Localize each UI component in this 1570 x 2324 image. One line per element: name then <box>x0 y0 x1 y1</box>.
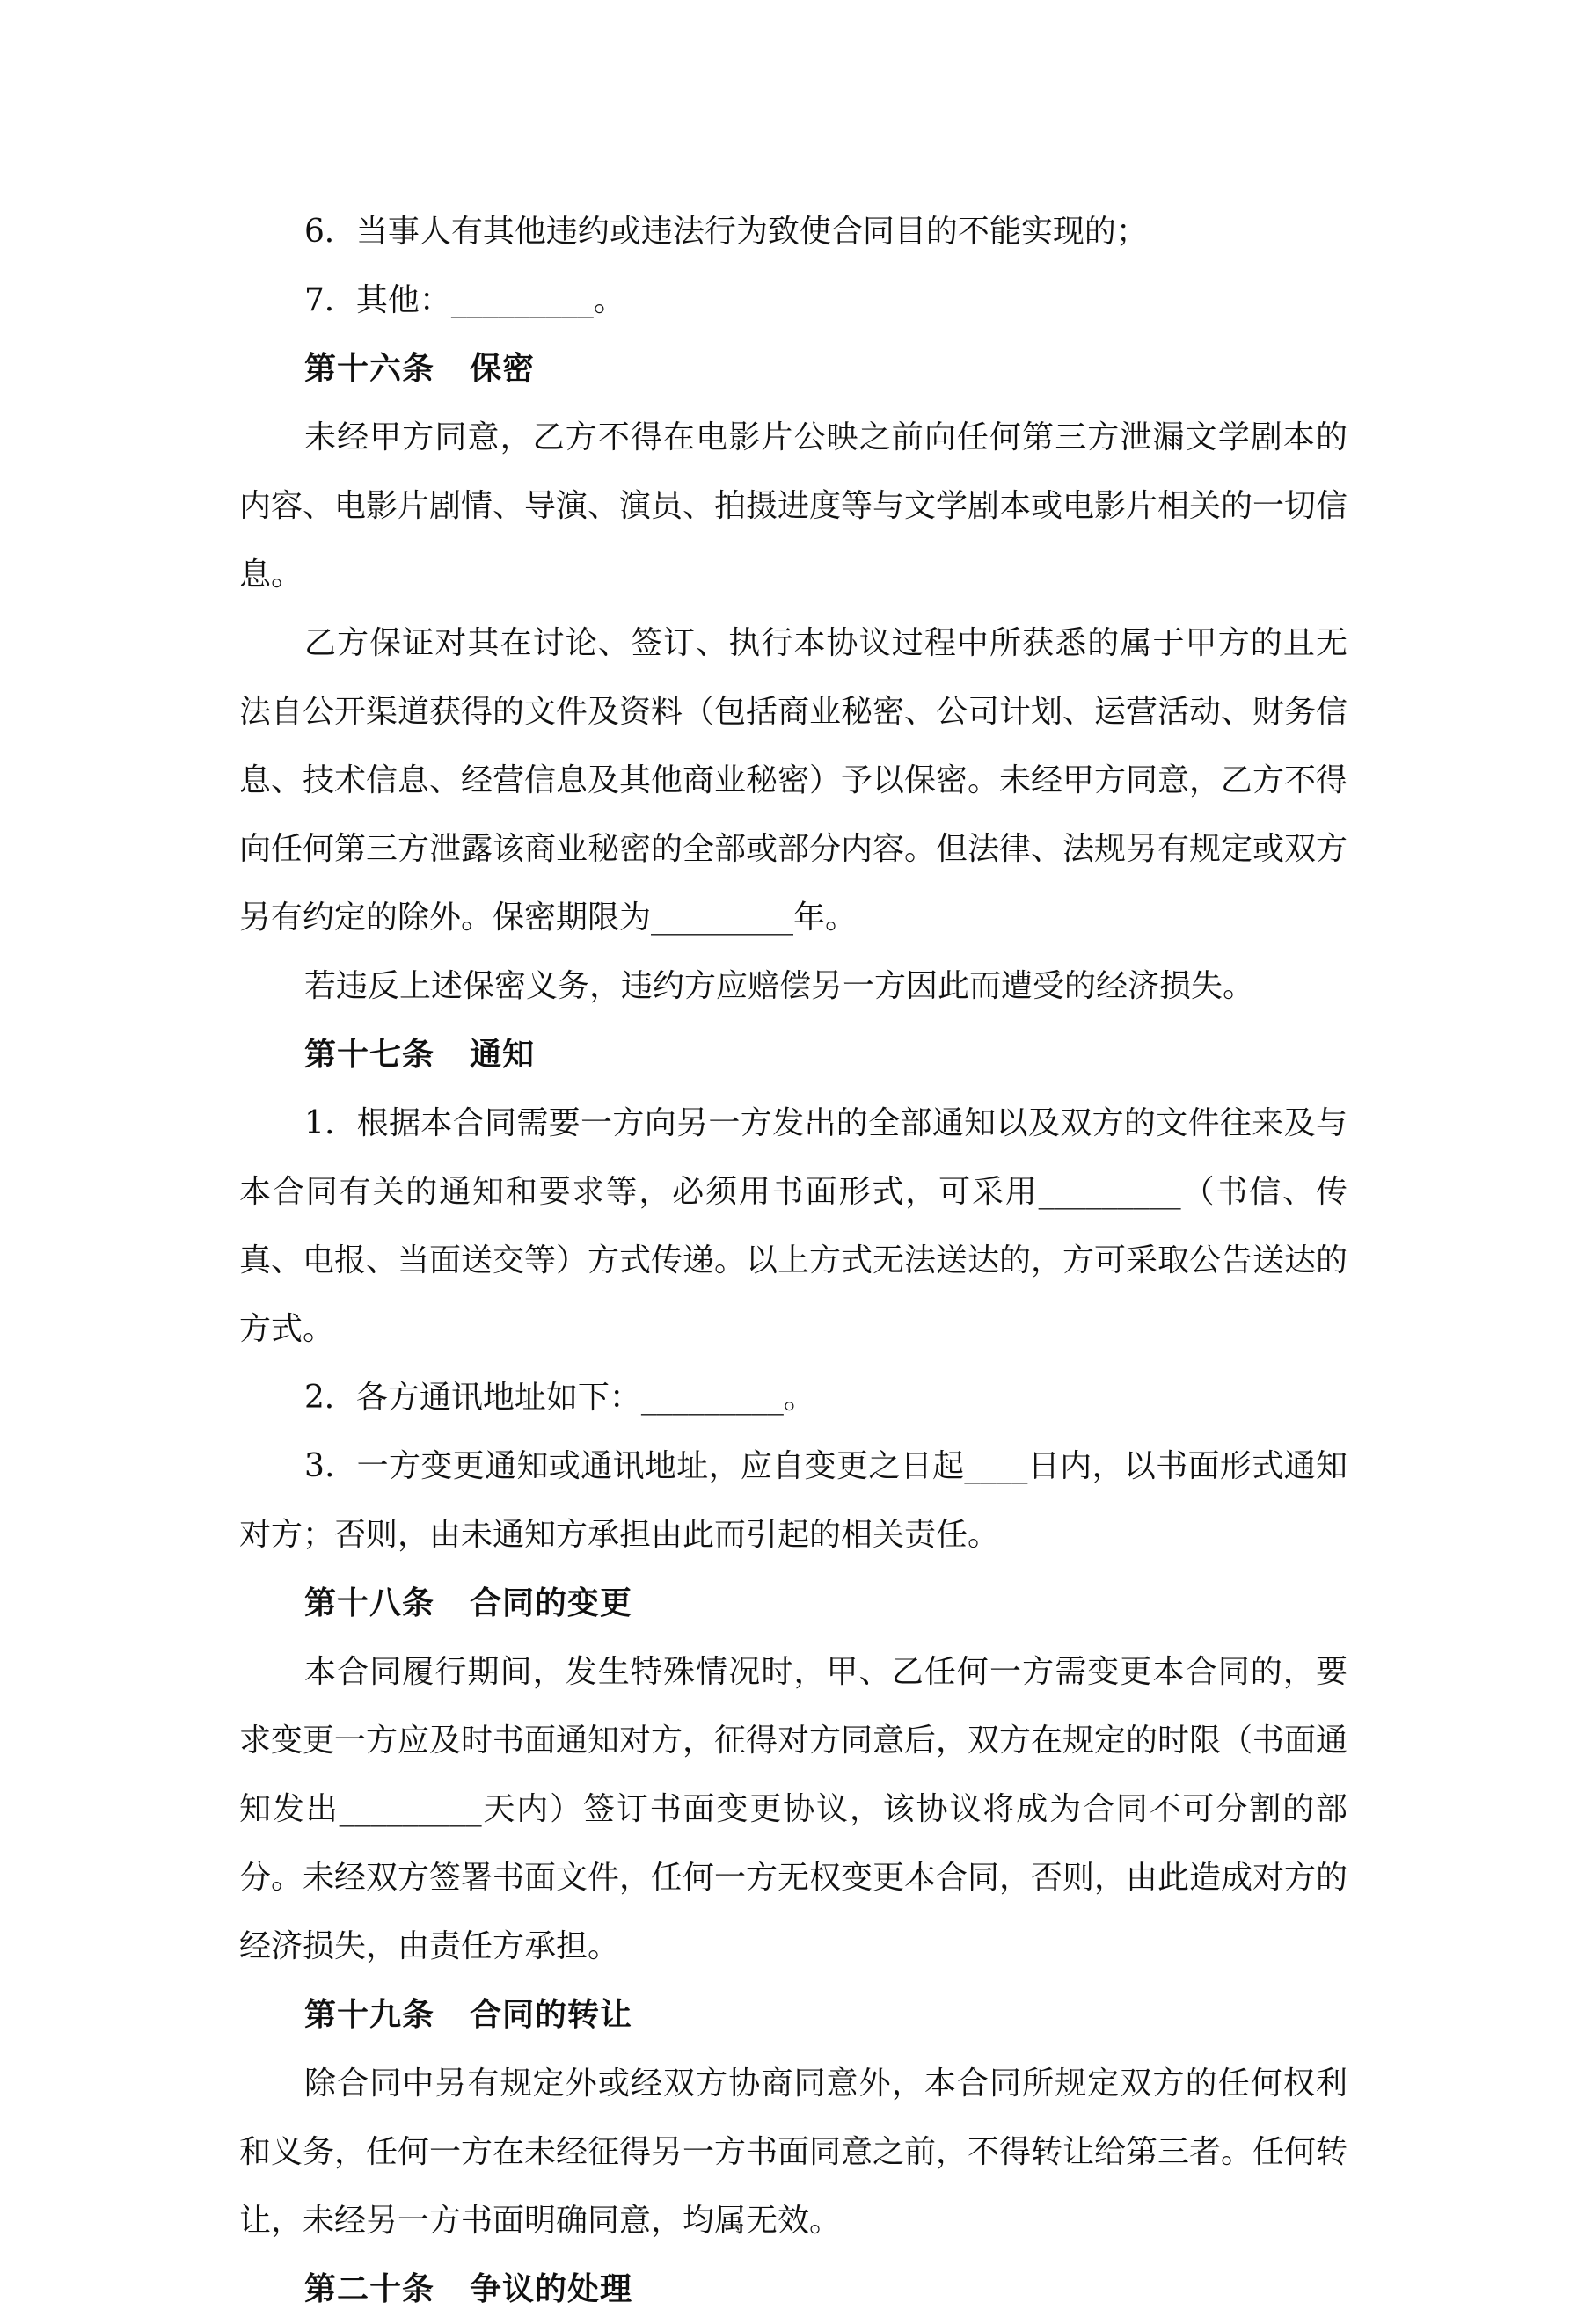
article-number: 第十六条 <box>304 351 435 387</box>
heading-article-17 <box>239 1021 1347 1089</box>
paragraph: 本合同履行期间，发生特殊情况时，甲、乙任何一方需变更本合同的，要求变更一方应及时书面通知对方，征得对方同意后，双方在规定的时限（书面通知发出_________天内）签订书面变更协议，该协议将成为合同不可分割的部分。未经双方签署书面文件，任何一方无权变更本合同，否则，由此造成对方的经济损失，由责任方承担。 <box>239 1654 1348 1964</box>
article-number: 第二十条 <box>304 2271 435 2307</box>
paragraph: 除合同中另有规定外或经双方协商同意外，本合同所规定双方的任何权利和义务，任何一方在未经征得另一方书面同意之前，不得转让给第三者。任何转让，未经另一方书面明确同意，均属无效。 <box>239 2065 1348 2239</box>
paragraph: 乙方保证对其在讨论、签订、执行本协议过程中所获悉的属于甲方的且无法自公开渠道获得的文件及资料（包括商业秘密、公司计划、运营活动、财务信息、技术信息、经营信息及其他商业秘密）予以保密。未经甲方同意，乙方不得向任何第三方泄露该商业秘密的全部或部分内容。但法律、法规另有规定或双方另有约定的除外。保密期限为_________年。 <box>239 625 1348 936</box>
article-title: 合同的转让 <box>470 1997 633 2033</box>
article-title: 通知 <box>470 1037 536 1073</box>
heading-article-16 <box>239 335 1347 404</box>
article-number: 第十七条 <box>304 1037 435 1073</box>
contract-body <box>239 198 1347 2324</box>
article-number: 第十九条 <box>304 1997 435 2033</box>
article-title: 保密 <box>470 351 536 387</box>
paragraph: 若违反上述保密义务，违约方应赔偿另一方因此而遭受的经济损失。 <box>304 968 1255 1004</box>
paragraph: 2．各方通讯地址如下：_________。 <box>304 1380 815 1416</box>
paragraph: 未经甲方同意，乙方不得在电影片公映之前向任何第三方泄漏文学剧本的内容、电影片剧情、导演、演员、拍摄进度等与文学剧本或电影片相关的一切信息。 <box>239 419 1348 593</box>
heading-article-18 <box>239 1570 1347 1638</box>
heading-article-19 <box>239 1981 1347 2050</box>
paragraph-clause-7: 7．其他：_________。 <box>304 282 625 318</box>
article-title: 争议的处理 <box>470 2271 633 2307</box>
heading-article-20 <box>239 2255 1347 2324</box>
paragraph: 1．根据本合同需要一方向另一方发出的全部通知以及双方的文件往来及与本合同有关的通知和要求等，必须用书面形式，可采用_________（书信、传真、电报、当面送交等）方式传递。以上方式无法送达的，方可采取公告送达的方式。 <box>239 1105 1348 1347</box>
article-title: 合同的变更 <box>470 1585 633 1621</box>
paragraph-clause-6: 6．当事人有其他违约或违法行为致使合同目的不能实现的； <box>304 214 1148 250</box>
paragraph: 3．一方变更通知或通讯地址，应自变更之日起____日内，以书面形式通知对方；否则，由未通知方承担由此而引起的相关责任。 <box>239 1448 1347 1553</box>
article-number: 第十八条 <box>304 1585 435 1621</box>
